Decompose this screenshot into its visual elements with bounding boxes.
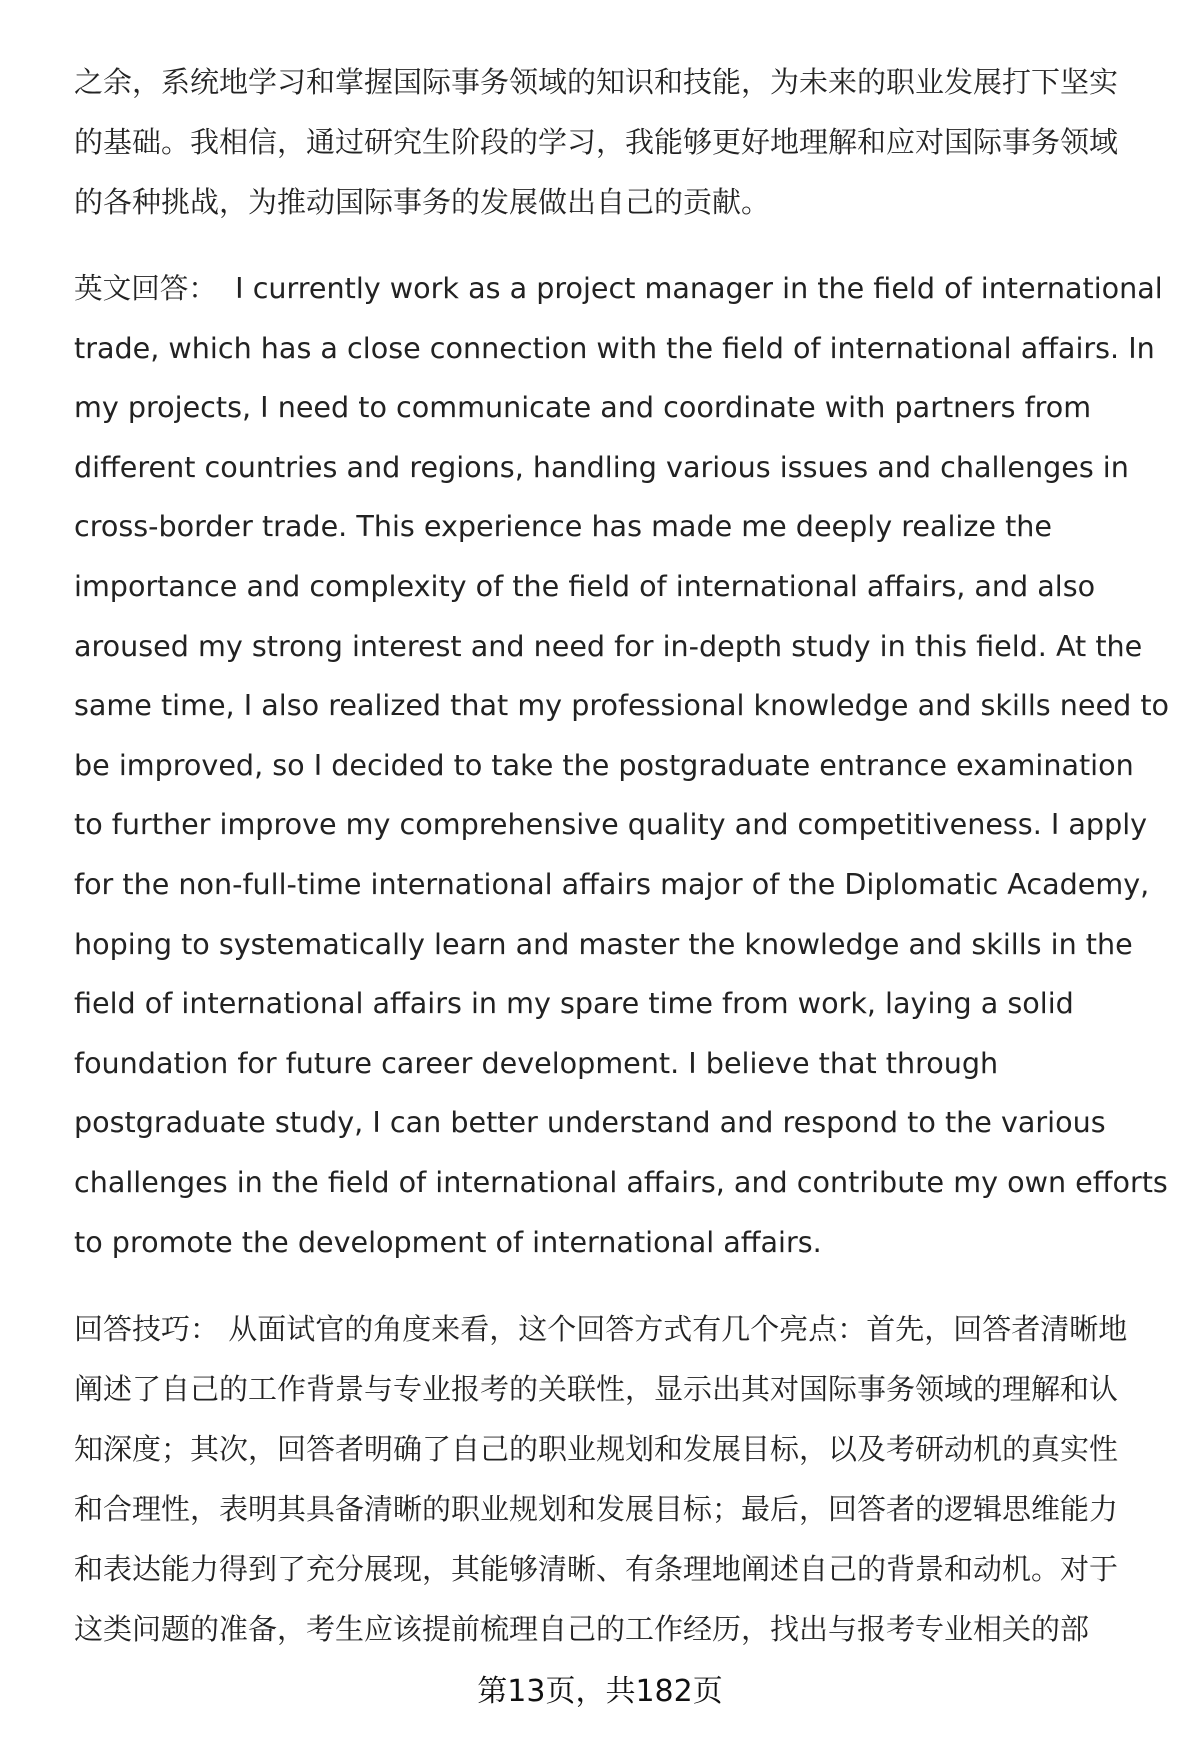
text-line: same time, I also realized that my professional knowledge and skills need to	[74, 688, 1170, 723]
paragraph-gap	[74, 232, 1174, 259]
text-line	[74, 259, 1174, 319]
paragraph-answer-tips	[74, 1299, 1174, 1659]
paragraph-english-answer	[74, 259, 1174, 1272]
text-line-content: 从面试官的角度来看，这个回答方式有几个亮点：首先，回答者清晰地	[228, 1312, 1128, 1347]
text-line: aroused my strong interest and need for in-depth study in this field. At the	[74, 628, 1143, 663]
text-line-content: I currently work as a project manager in the field of international	[235, 271, 1163, 305]
text-line: trade, which has a close connection with the field of international affairs. In	[74, 330, 1155, 365]
text-line: 阐述了自己的工作背景与专业报考的关联性，显示出其对国际事务领域的理解和认	[74, 1372, 1119, 1407]
text-line: challenges in the field of international affairs, and contribute my own efforts	[74, 1164, 1168, 1199]
text-line: 这类问题的准备，考生应该提前梳理自己的工作经历，找出与报考专业相关的部	[74, 1612, 1090, 1647]
text-line: hoping to systematically learn and master the knowledge and skills in the	[74, 926, 1133, 961]
text-line: to further improve my comprehensive quality and competitiveness. I apply	[74, 807, 1148, 842]
document-body	[74, 52, 1174, 1659]
answer-tips-label: 回答技巧：	[74, 1312, 220, 1347]
text-line: 之余，系统地学习和掌握国际事务领域的知识和技能，为未来的职业发展打下坚实	[74, 65, 1119, 99]
text-line: 的各种挑战，为推动国际事务的发展做出自己的贡献。	[74, 185, 771, 219]
text-line: cross-border trade. This experience has made me deeply realize the	[74, 509, 1052, 544]
text-line: 和合理性，表明其具备清晰的职业规划和发展目标；最后，回答者的逻辑思维能力	[74, 1492, 1119, 1527]
text-line: be improved, so I decided to take the postgraduate entrance examination	[74, 747, 1134, 782]
text-line: postgraduate study, I can better understand and respond to the various	[74, 1105, 1106, 1140]
text-line	[74, 1299, 1174, 1359]
text-line: 和表达能力得到了充分展现，其能够清晰、有条理地阐述自己的背景和动机。对于	[74, 1552, 1119, 1587]
text-line: importance and complexity of the field of international affairs, and also	[74, 568, 1096, 603]
text-line: my projects, I need to communicate and coordinate with partners from	[74, 390, 1092, 425]
text-line: foundation for future career development. I believe that through	[74, 1045, 999, 1080]
paragraph-cn-continuation	[74, 52, 1174, 232]
text-line: for the non-full-time international affairs major of the Diplomatic Academy,	[74, 866, 1150, 901]
text-line: 的基础。我相信，通过研究生阶段的学习，我能够更好地理解和应对国际事务领域	[74, 125, 1119, 159]
text-line: different countries and regions, handling various issues and challenges in	[74, 449, 1129, 484]
text-line: field of international affairs in my spare time from work, laying a solid	[74, 986, 1074, 1021]
english-answer-label: 英文回答：	[74, 271, 217, 305]
text-line: 知深度；其次，回答者明确了自己的职业规划和发展目标，以及考研动机的真实性	[74, 1432, 1119, 1467]
text-line: to promote the development of international affairs.	[74, 1224, 822, 1259]
paragraph-gap	[74, 1272, 1174, 1299]
page-number-footer: 第13页，共182页	[477, 1674, 723, 1709]
